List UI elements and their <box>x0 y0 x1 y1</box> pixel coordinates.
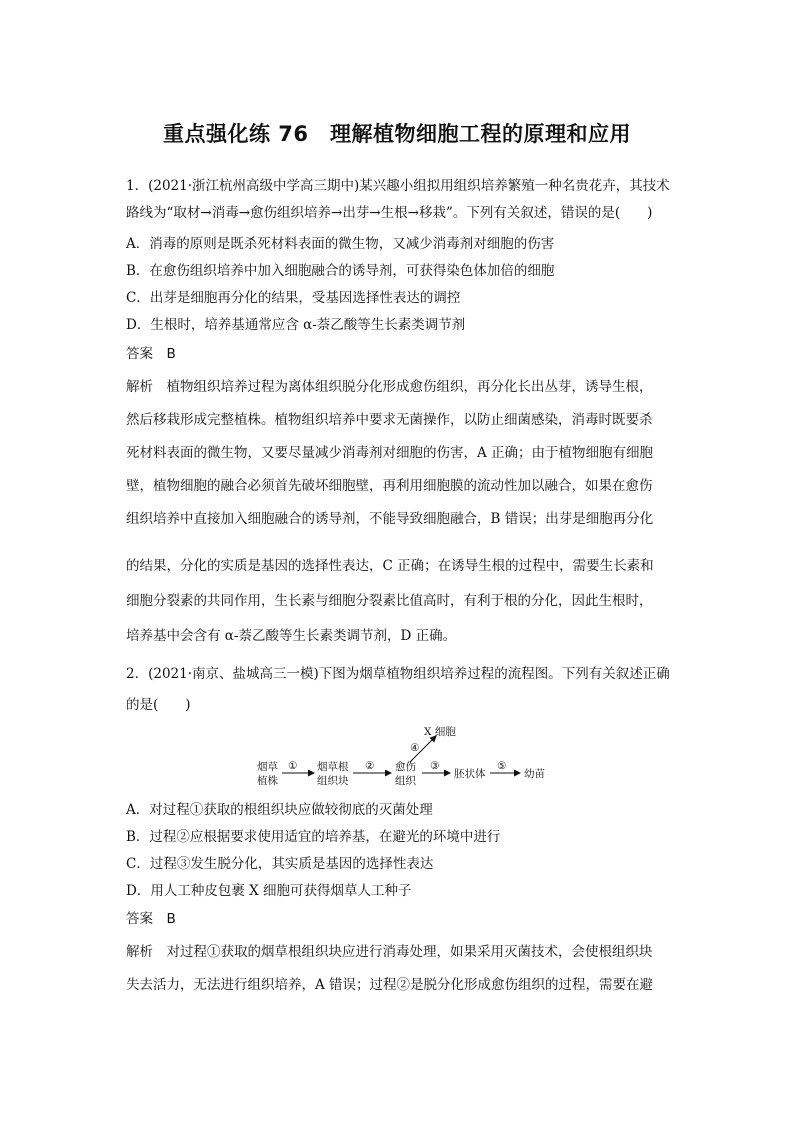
q1-option-c: C．出芽是细胞再分化的结果，受基因选择性表达的调控 <box>126 290 461 306</box>
q2-stem-line-1: 2．(2021·南京、盐城高三一模)下图为烟草植物组织培养过程的流程图。下列有关叙述正确 <box>126 666 670 682</box>
q1-stem-line-2: 路线为“取材→消毒→愈伤组织培养→出芽→生根→移栽”。下列有关叙述，错误的是( ) <box>126 205 653 221</box>
q2-option-c: C．过程③发生脱分化，其实质是基因的选择性表达 <box>126 856 434 872</box>
page-title: 重点强化练 76 理解植物细胞工程的原理和应用 <box>162 122 632 146</box>
q1-analysis-line: 的结果，分化的实质是基因的选择性表达，C 正确；在诱导生根的过程中，需要生长素和 <box>126 558 654 574</box>
q1-option-a: A．消毒的原则是既杀死材料表面的微生物，又减少消毒剂对细胞的伤害 <box>126 236 555 252</box>
q1-analysis-line: 死材料表面的微生物，又要尽量减少消毒剂对细胞的伤害，A 正确；由于植物细胞有细胞 <box>126 445 654 461</box>
tissue-culture-flow-diagram <box>250 724 560 796</box>
node-root-tissue-line2: 组织块 <box>317 775 349 787</box>
step-1-label: ① <box>288 760 298 772</box>
step-2-label: ② <box>365 760 375 772</box>
q1-analysis-line: 然后移栽形成完整植株。植物组织培养中要求无菌操作，以防止细菌感染，消毒时既要杀 <box>126 412 653 428</box>
q1-analysis-line: 培养基中会含有 α-萘乙酸等生长素类调节剂，D 正确。 <box>126 628 457 644</box>
q2-analysis-line: 失去活力，无法进行组织培养，A 错误；过程②是脱分化形成愈伤组织的过程，需要在避 <box>126 977 654 993</box>
q2-analysis-line: 解析 对过程①获取的烟草根组织块应进行消毒处理，如果采用灭菌技术，会使根组织块 <box>126 944 653 960</box>
node-x-cell: X 细胞 <box>424 726 456 738</box>
node-callus-line2: 组织 <box>395 775 416 787</box>
q1-option-b: B．在愈伤组织培养中加入细胞融合的诱导剂，可获得染色体加倍的细胞 <box>126 263 555 279</box>
q2-option-b: B．过程②应根据要求使用适宜的培养基，在避光的环境中进行 <box>126 829 501 845</box>
q1-answer: 答案 B <box>126 346 176 362</box>
node-plant-line1: 烟草 <box>257 761 278 773</box>
node-plant-line2: 植株 <box>257 775 278 787</box>
q2-option-d: D．用人工种皮包裹 X 细胞可获得烟草人工种子 <box>126 883 412 899</box>
node-callus-line1: 愈伤 <box>395 761 416 773</box>
q1-analysis-line: 解析 植物组织培养过程为离体组织脱分化形成愈伤组织，再分化长出丛芽，诱导生根， <box>126 379 653 395</box>
q1-option-d: D．生根时，培养基通常应含 α-萘乙酸等生长素类调节剂 <box>126 317 466 333</box>
step-3-label: ③ <box>430 760 440 772</box>
q1-analysis-line: 组织培养中直接加入细胞融合的诱导剂，不能导致细胞融合，B 错误；出芽是细胞再分化 <box>126 511 654 527</box>
node-embryoid: 胚状体 <box>454 768 486 780</box>
q1-stem-line-1: 1．(2021·浙江杭州高级中学高三期中)某兴趣小组拟用组织培养繁殖一种名贵花卉，其技术 <box>126 178 670 194</box>
step-5-label: ⑤ <box>497 760 507 772</box>
q1-analysis-line: 细胞分裂素的共同作用，生长素与细胞分裂素比值高时，有利于根的分化，因此生根时， <box>126 593 653 609</box>
q2-answer: 答案 B <box>126 911 176 927</box>
q2-stem-line-2: 的是( ) <box>126 697 191 713</box>
q2-option-a: A．对过程①获取的根组织块应做较彻底的灭菌处理 <box>126 802 433 818</box>
node-seedling: 幼苗 <box>524 768 545 780</box>
step-4-label: ④ <box>410 742 420 754</box>
q1-analysis-line: 壁，植物细胞的融合必须首先破坏细胞壁，再利用细胞膜的流动性加以融合，如果在愈伤 <box>126 478 653 494</box>
node-root-tissue-line1: 烟草根 <box>317 761 349 773</box>
